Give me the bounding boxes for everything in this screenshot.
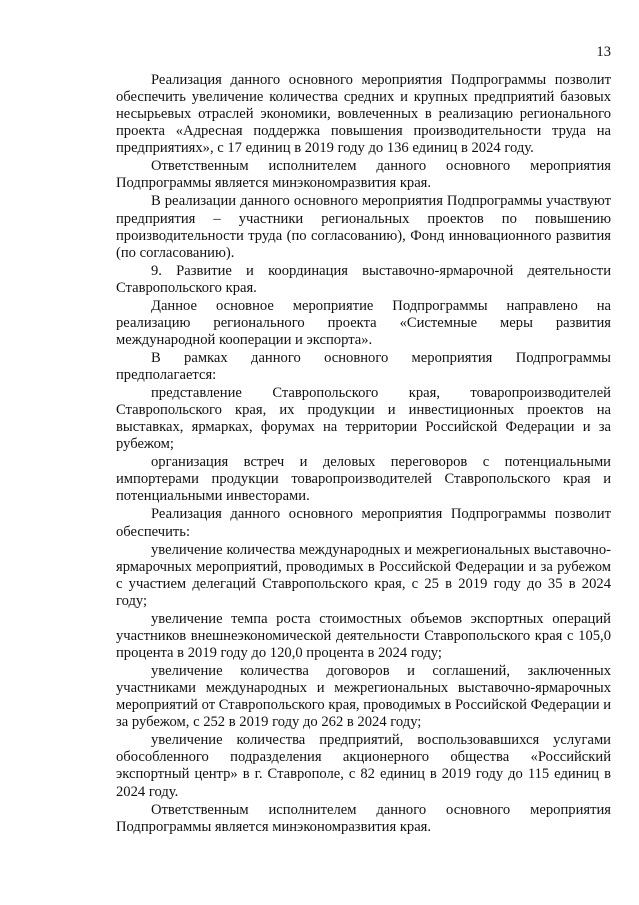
paragraph: В рамках данного основного мероприятия Подпрограммы предполагается: [116, 349, 611, 384]
section-heading: 9. Развитие и координация выставочно-ярмарочной деятельности Ставропольского края. [116, 262, 611, 296]
paragraph: Данное основное мероприятие Подпрограммы направлено на реализацию регионального проекта «Системные меры развития международной кооперации и экспорта». [116, 297, 611, 348]
paragraph: Реализация данного основного мероприятия Подпрограммы позволит обеспечить: [116, 506, 611, 540]
page-number: 13 [596, 44, 611, 60]
list-item: увеличение темпа роста стоимостных объемов экспортных операций участников внешнеэкономической деятельности Ставропольского края с 105,0 процента в 2019 году до 120,0 процента в 2024 году; [116, 610, 611, 661]
paragraph: В реализации данного основного мероприятия Подпрограммы участвуют предприятия – участники региональных проектов по повышению производительности труда (по согласованию), Фонд инновационного развития (по согласованию). [116, 193, 611, 261]
list-item: представление Ставропольского края, товаропроизводителей Ставропольского края, их продукции и инвестиционных проектов на выставках, ярмарках, форумах на территории Российской Федерации и за рубежом; [116, 385, 611, 453]
paragraph: Ответственным исполнителем данного основного мероприятия Подпрограммы является минэкономразвития края. [116, 158, 611, 192]
list-item: увеличение количества международных и межрегиональных выставочно-ярмарочных мероприятий, проводимых в Российской Федерации и за рубежом с участием делегаций Ставропольского края, с 25 в 2019 году до 35 в 2024 году; [116, 541, 611, 609]
paragraph: Реализация данного основного мероприятия Подпрограммы позволит обеспечить увеличение количества средних и крупных предприятий базовых несырьевых отраслей экономики, вовлеченных в реализацию регионального проекта «Адресная поддержка повышения производительности труда на предприятиях», с 17 единиц в 2019 году до 136 единиц в 2024 году. [116, 72, 611, 157]
list-item: увеличение количества договоров и соглашений, заключенных участниками международных и межрегиональных выставочно-ярмарочных мероприятий от Ставропольского края, проводимых в Российской Федерации и за рубежом, с 252 в 2019 году до 262 в 2024 году; [116, 662, 611, 731]
list-item: организация встреч и деловых переговоров с потенциальными импортерами продукции товаропроизводителей Ставропольского края и потенциальными инвесторами. [116, 454, 611, 505]
list-item: увеличение количества предприятий, воспользовавшихся услугами обособленного подразделения акционерного общества «Российский экспортный центр» в г. Ставрополе, с 82 единиц в 2019 году до 115 единиц в 2024 году. [116, 732, 611, 800]
paragraph: Ответственным исполнителем данного основного мероприятия Подпрограммы является минэкономразвития края. [116, 801, 611, 835]
